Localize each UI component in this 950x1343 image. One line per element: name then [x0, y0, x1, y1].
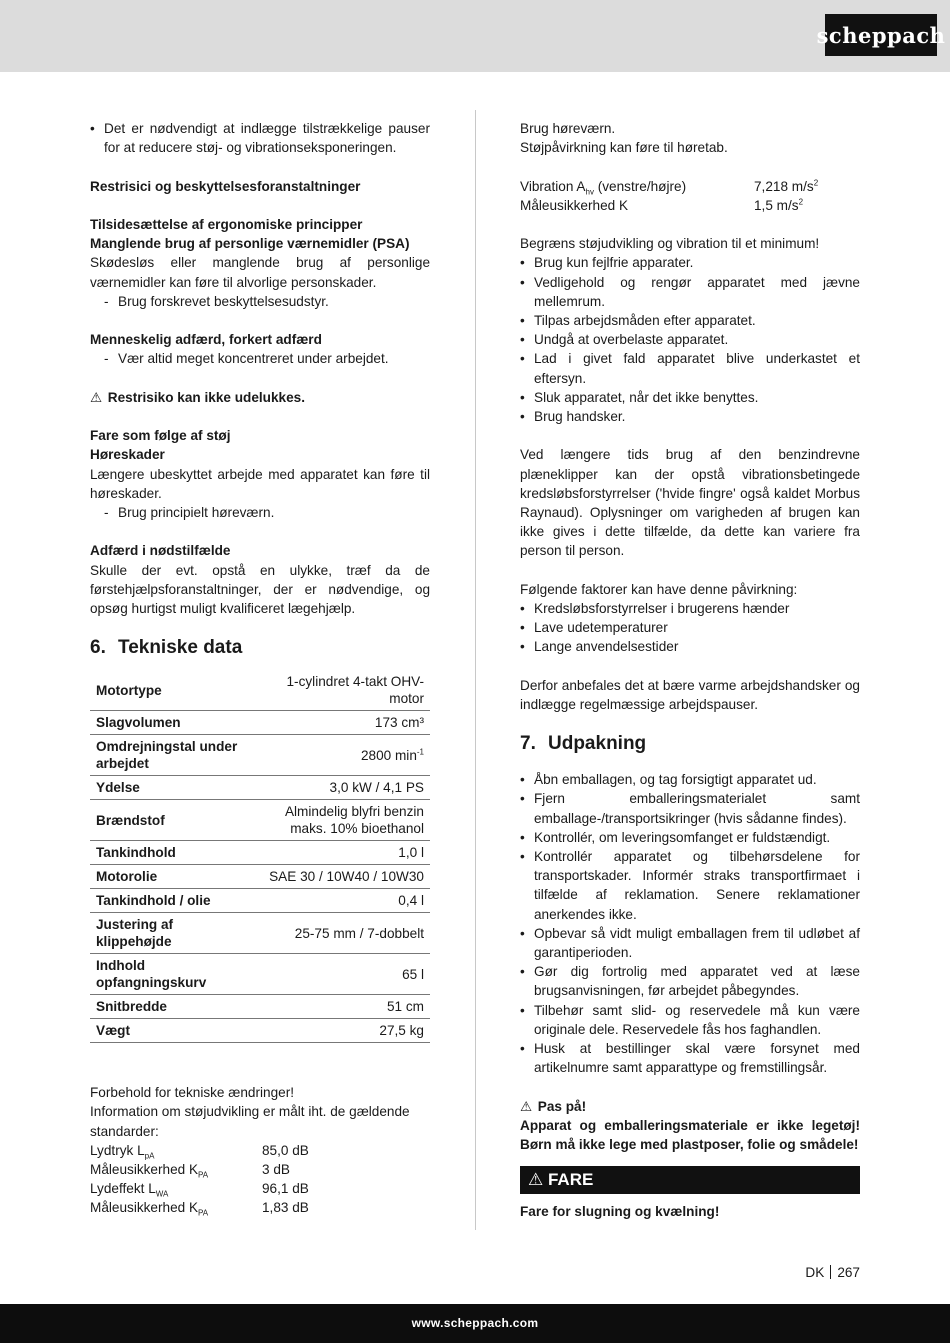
hearing-protection-line: Brug høreværn.	[520, 121, 616, 136]
danger-text: Fare for slugning og kvælning!	[520, 1204, 720, 1220]
right-column	[520, 119, 860, 1221]
factors-title: Følgende faktorer kan have denne påvirkning:	[520, 581, 798, 597]
list-item: • Lave udetemperaturer	[520, 620, 668, 636]
table-row	[90, 735, 430, 776]
spec-label: Ydelse	[90, 776, 252, 800]
heading-emergency: Adfærd i nødstilfælde	[90, 543, 231, 559]
table-row	[90, 995, 430, 1019]
list-item: • Lange anvendelsestider	[520, 639, 679, 655]
noise-value-row: Lydeffekt $L_{WA}$ 96,1 dB	[90, 1181, 309, 1199]
spec-label: Justering af klippehøjde	[90, 913, 252, 954]
list-item: • Vedligehold og rengør apparatet med jævne mellemrum.	[520, 274, 860, 309]
spec-value: Almindelig blyfri benzin maks. 10% bioethanol	[252, 800, 430, 841]
list-item: • Opbevar så vidt muligt emballagen frem til udløbet af garantiperioden.	[520, 925, 860, 961]
unpack-list	[520, 770, 860, 1077]
heading-noise: Fare som følge af støj	[90, 428, 231, 444]
warning-triangle-icon: ⚠	[520, 1098, 533, 1114]
list-item: • Kontrollér apparatet og tilbehørsdelene for transportskader. Informér straks transportfirmaet i tilfælde af reklamation. Senere reklamationer anerkendes ikke.	[520, 849, 860, 922]
page-number: DK 267	[805, 1265, 860, 1280]
noise-value-row: Måleusikkerhed $K_{PA}$ 1,83 dB	[90, 1200, 309, 1219]
danger-banner: ⚠ FARE	[520, 1166, 860, 1194]
list-item: • Tilbehør samt slid- og reservedele må kun være originale dele. Reservedele fås hos faghandlen.	[520, 1002, 860, 1037]
table-row	[90, 889, 430, 913]
factor-list	[520, 599, 860, 657]
heading-human-behaviour: Menneskelig adfærd, forkert adfærd	[90, 332, 322, 348]
limit-list	[520, 253, 860, 426]
paragraph-hearing: Længere ubeskyttet arbejde med apparatet kan føre til høreskader.	[90, 466, 430, 501]
warning-triangle-icon: ⚠	[90, 389, 103, 405]
header-bar	[0, 0, 950, 72]
list-item: • Sluk apparatet, når det ikke benyttes.	[520, 389, 759, 405]
footer-url[interactable]: www.scheppach.com	[411, 1316, 539, 1330]
spec-value: 0,4 l	[252, 889, 430, 913]
caution-title: ⚠ Pas på!	[520, 1097, 860, 1116]
spec-value: 27,5 kg	[252, 1019, 430, 1043]
dash-item: - Vær altid meget koncentreret under arbejdet.	[104, 351, 389, 367]
section-title-technical-data: 6. Tekniske data	[90, 637, 243, 659]
spec-label: Brændstof	[90, 800, 252, 841]
table-row	[90, 1019, 430, 1043]
heading-hearing: Høreskader	[90, 447, 165, 463]
table-row	[90, 776, 430, 800]
vibration-value-row: Vibration $A_{hv}$ (venstre/højre) 7,218 $m/s^2$	[520, 178, 819, 197]
spec-value: 2800 $\min^{-1}$	[252, 735, 430, 776]
list-item: • Åbn emballagen, og tag forsigtigt apparatet ud.	[520, 772, 817, 788]
spec-label: Indhold opfangningskurv	[90, 954, 252, 995]
list-item: • Kredsløbsforstyrrelser i brugerens hænder	[520, 601, 790, 617]
heading-psa: Manglende brug af personlige værnemidler (PSA)	[90, 236, 410, 252]
table-row	[90, 670, 430, 711]
paragraph-recommend: Derfor anbefales det at bære varme arbejdshandsker og indlægge regelmæssige arbejdspauser.	[520, 677, 860, 713]
table-row	[90, 800, 430, 841]
paragraph-psa: Skødesløs eller manglende brug af personlige værnemidler kan føre til alvorlige personskader.	[90, 255, 430, 290]
heading-restrisk: Restrisici og beskyttelsesforanstaltninger	[90, 178, 361, 194]
uncertainty-value-row: Måleusikkerhed K 1,5 $m/s^2$	[520, 197, 804, 213]
scheppach-logo: scheppach	[825, 14, 937, 56]
spec-value: 25-75 mm / 7-dobbelt	[252, 913, 430, 954]
table-row	[90, 913, 430, 954]
spec-label: Omdrejningstal under arbejdet	[90, 735, 252, 776]
list-item: • Tilpas arbejdsmåden efter apparatet.	[520, 313, 756, 328]
spec-value: 1-cylindret 4-takt OHV-motor	[252, 670, 430, 711]
paragraph-vibration: Ved længere tids brug af den benzindrevne plæneklipper kan der opstå vibrationsbetingede kredsløbsforstyrrelser ('hvide fingre' også kaldet Morbus Raynaud). Oplysninger om varigheden af brugen kan ikke gives i dette tilfælde, da dette kan variere fra person til person.	[520, 447, 860, 559]
heading-ergonomics: Tilsidesættelse af ergonomiske principper	[90, 216, 363, 232]
spec-value: 65 l	[252, 954, 430, 995]
list-item: • Kontrollér, om leveringsomfanget er fuldstændigt.	[520, 829, 831, 845]
list-item: • Husk at bestillinger skal være forsynet med artikelnumre samt apparattype og fremstillingsår.	[520, 1041, 860, 1076]
spec-value: SAE 30 / 10W40 / 10W30	[252, 865, 430, 889]
hearing-loss-line: Støjpåvirkning kan føre til høretab.	[520, 140, 728, 156]
spec-label: Tankindhold	[90, 841, 252, 865]
table-row	[90, 711, 430, 735]
spec-value: 51 cm	[252, 995, 430, 1019]
spec-label: Motortype	[90, 670, 252, 711]
table-row	[90, 841, 430, 865]
spec-value: 1,0 l	[252, 841, 430, 865]
spec-value: 173 cm³	[252, 711, 430, 735]
reserve-note: Forbehold for tekniske ændringer!	[90, 1085, 295, 1101]
list-item: • Lad i givet fald apparatet blive underkastet et eftersyn.	[520, 351, 860, 386]
noise-info: Information om støjudvikling er målt iht. de gældende standarder:	[90, 1104, 410, 1139]
list-item: • Det er nødvendigt at indlægge tilstrækkelige pauser for at reducere støj- og vibrationseksponeringen.	[90, 121, 430, 156]
warning-triangle-icon: ⚠	[528, 1170, 544, 1190]
caution-text: Apparat og emballeringsmateriale er ikke legetøj! Børn må ikke lege med plastposer, folie og smådele!	[520, 1117, 860, 1153]
spec-label: Tankindhold / olie	[90, 889, 252, 913]
spec-label: Snitbredde	[90, 995, 252, 1019]
dash-item: - Brug principielt høreværn.	[104, 504, 275, 520]
restrisk-warning: ⚠ Restrisiko kan ikke udelukkes.	[90, 388, 430, 407]
table-row	[90, 865, 430, 889]
list-item: • Undgå at overbelaste apparatet.	[520, 332, 729, 348]
limit-title: Begræns støjudvikling og vibration til et minimum!	[520, 236, 820, 252]
left-column	[90, 119, 430, 1218]
section-title-unpacking: 7. Udpakning	[520, 733, 647, 755]
list-item: • Brug handsker.	[520, 409, 626, 425]
footer-bar	[0, 1304, 950, 1343]
spec-value: 3,0 kW / 4,1 PS	[252, 776, 430, 800]
noise-value-row: Lydtryk $L_{pA}$ 85,0 dB	[90, 1142, 309, 1161]
spec-label: Motorolie	[90, 865, 252, 889]
list-item: • Brug kun fejlfrie apparater.	[520, 255, 694, 271]
table-row	[90, 954, 430, 995]
column-divider	[475, 110, 476, 1230]
list-item: • Fjern emballeringsmaterialet samt emballage-/transportsikringer (hvis sådanne findes).	[520, 791, 860, 826]
spec-label: Vægt	[90, 1019, 252, 1043]
paragraph-emergency: Skulle der evt. opstå en ulykke, træf da de førstehjælpsforanstaltninger, der er nødvendige, og opsøg hurtigst muligt kvalificeret lægehjælp.	[90, 562, 430, 616]
noise-value-row: Måleusikkerhed $K_{PA}$ 3 dB	[90, 1162, 290, 1180]
dash-item: - Brug forskrevet beskyttelsesudstyr.	[104, 293, 329, 309]
list-item: • Gør dig fortrolig med apparatet ved at læse brugsanvisningen, før arbejdet påbegyndes.	[520, 964, 860, 999]
spec-table	[90, 670, 430, 1043]
noise-values	[90, 1141, 430, 1218]
spec-label: Slagvolumen	[90, 711, 252, 735]
